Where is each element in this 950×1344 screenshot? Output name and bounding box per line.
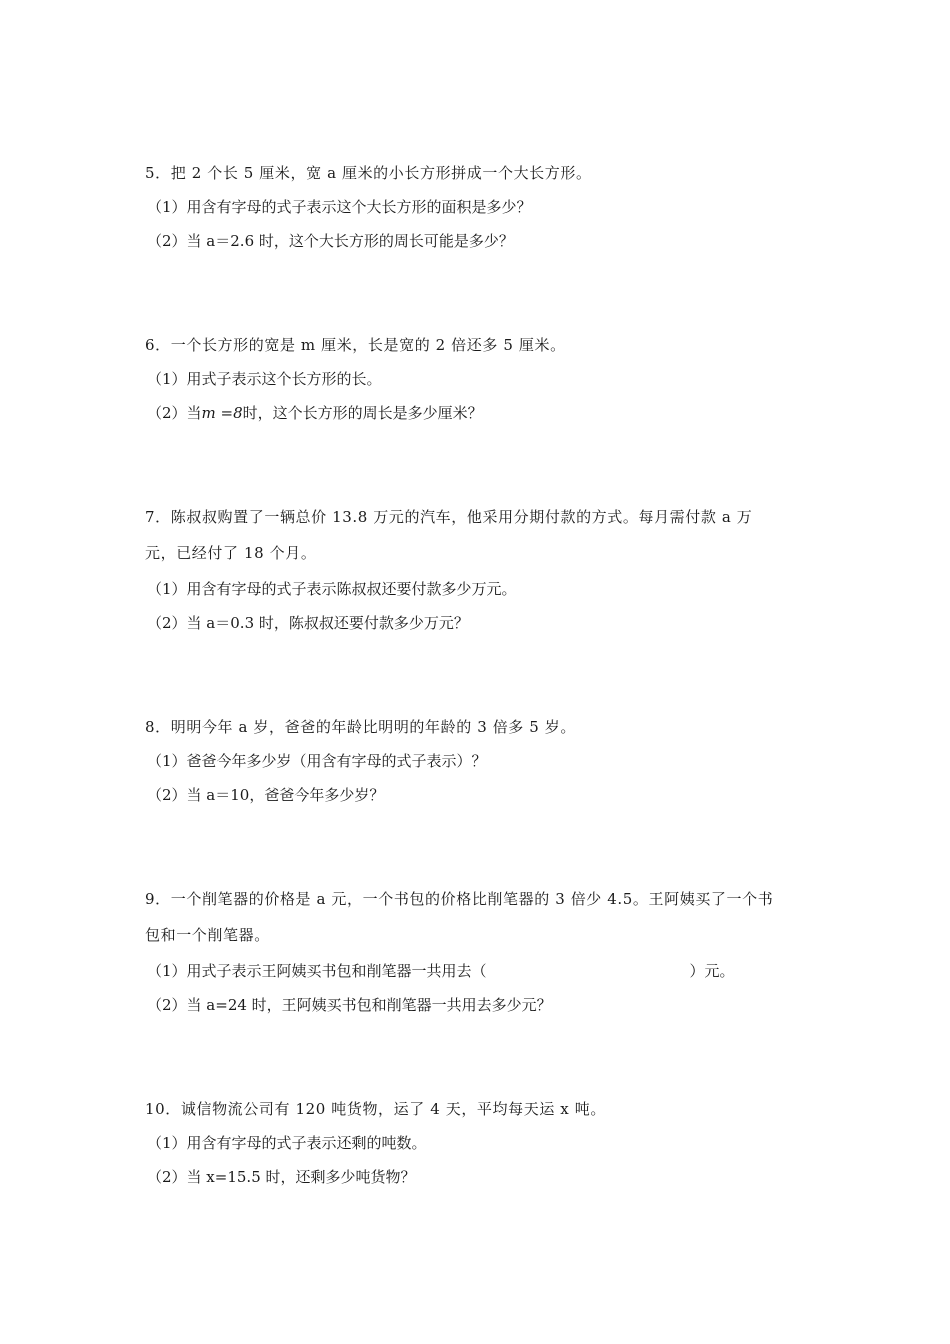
problem-6-q2-prefix: （2）当 [147, 404, 202, 422]
problem-6-question-1: （1）用式子表示这个长方形的长。 [147, 370, 382, 388]
problem-8-stem: 8．明明今年 a 岁，爸爸的年龄比明明的年龄的 3 倍多 5 岁。 [145, 718, 576, 736]
problem-9-stem-line-1: 9．一个削笔器的价格是 a 元，一个书包的价格比削笔器的 3 倍少 4.5。王阿姨买了一个书 [145, 890, 774, 908]
problem-8-question-2: （2）当 a＝10，爸爸今年多少岁？ [147, 786, 385, 804]
problem-8-question-1: （1）爸爸今年多少岁（用含有字母的式子表示）？ [147, 752, 487, 770]
problem-5-stem: 5．把 2 个长 5 厘米，宽 a 厘米的小长方形拼成一个大长方形。 [145, 164, 592, 182]
problem-7-question-1: （1）用含有字母的式子表示陈叔叔还要付款多少万元。 [147, 580, 517, 598]
problem-6-question-2 [147, 403, 483, 423]
problem-6-q2-suffix: 时，这个长方形的周长是多少厘米？ [242, 404, 483, 422]
problem-7-stem-line-2: 元，已经付了 18 个月。 [145, 544, 317, 562]
problem-9-q1-suffix: ）元。 [689, 962, 735, 980]
problem-6-q2-formula: m =8 [201, 404, 243, 422]
problem-9-question-1 [147, 961, 735, 981]
problem-10-stem: 10．诚信物流公司有 120 吨货物，运了 4 天，平均每天运 x 吨。 [145, 1100, 606, 1118]
problem-9-q1-prefix: （1）用式子表示王阿姨买书包和削笔器一共用去（ [147, 962, 487, 980]
problem-7-stem-line-1: 7．陈叔叔购置了一辆总价 13.8 万元的汽车，他采用分期付款的方式。每月需付款 a 万 [145, 508, 753, 526]
problem-5-question-1: （1）用含有字母的式子表示这个大长方形的面积是多少？ [147, 198, 532, 216]
problem-10-question-1: （1）用含有字母的式子表示还剩的吨数。 [147, 1134, 427, 1152]
problem-5-question-2: （2）当 a＝2.6 时，这个大长方形的周长可能是多少？ [147, 232, 514, 250]
problem-9-question-2: （2）当 a=24 时，王阿姨买书包和削笔器一共用去多少元？ [147, 996, 552, 1014]
problem-10-question-2: （2）当 x=15.5 时，还剩多少吨货物？ [147, 1168, 416, 1186]
problem-9-stem-line-2: 包和一个削笔器。 [145, 926, 270, 944]
problem-6-stem: 6．一个长方形的宽是 m 厘米，长是宽的 2 倍还多 5 厘米。 [145, 336, 566, 354]
problem-7-question-2: （2）当 a＝0.3 时，陈叔叔还要付款多少万元？ [147, 614, 469, 632]
